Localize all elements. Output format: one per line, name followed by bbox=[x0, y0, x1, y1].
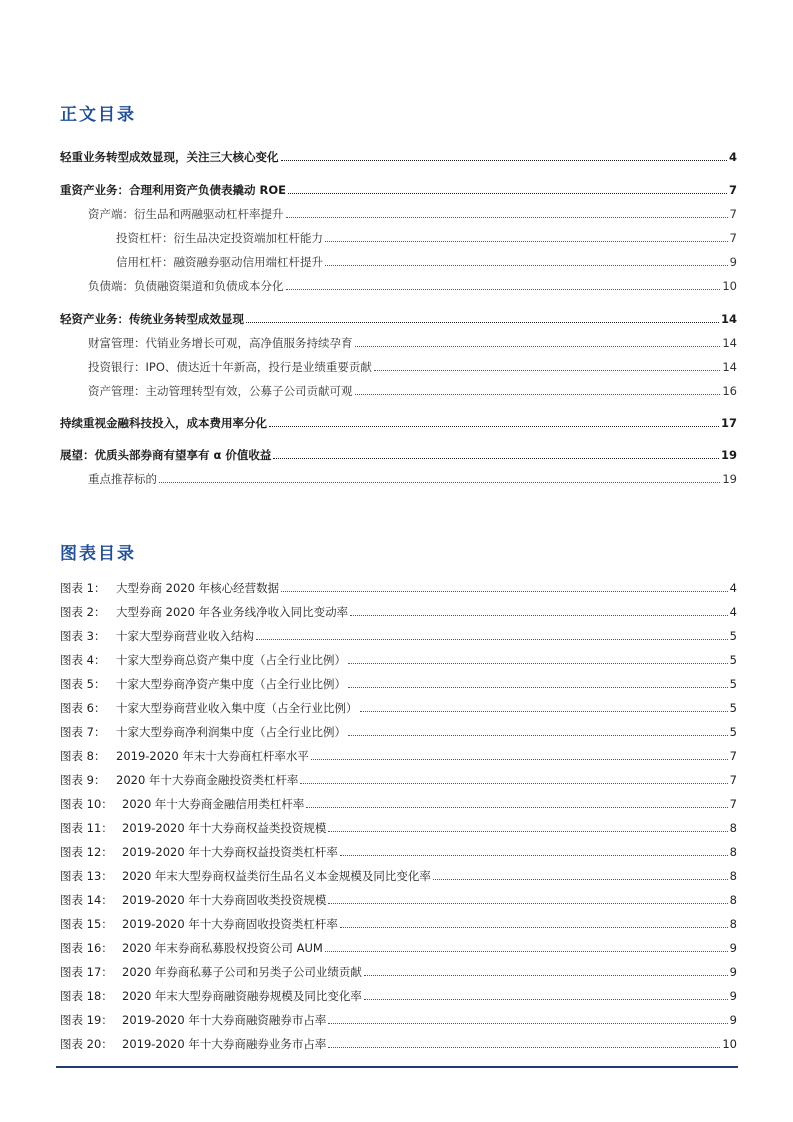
dot-leader bbox=[273, 458, 719, 459]
dot-leader bbox=[256, 639, 728, 640]
dot-leader bbox=[288, 193, 727, 194]
figure-entry[interactable] bbox=[60, 767, 737, 787]
toc-entry-page: 17 bbox=[720, 416, 737, 430]
figure-label: 2019-2020 年十大券商固收投资类杠杆率 bbox=[122, 917, 338, 931]
figure-number: 图表 12： bbox=[60, 845, 113, 859]
toc-entry-label: 轻重业务转型成效显现，关注三大核心变化 bbox=[60, 150, 279, 164]
figure-page: 5 bbox=[729, 629, 737, 643]
dot-leader bbox=[311, 759, 728, 760]
figure-label: 2020 年券商私募子公司和另类子公司业绩贡献 bbox=[122, 965, 362, 979]
figure-page: 8 bbox=[729, 893, 737, 907]
toc-entry-page: 7 bbox=[728, 183, 737, 197]
toc-entry[interactable] bbox=[88, 273, 737, 293]
figure-entry[interactable] bbox=[60, 1031, 737, 1051]
figure-entry[interactable] bbox=[60, 623, 737, 643]
toc-entry-label: 持续重视金融科技投入，成本费用率分化 bbox=[60, 416, 267, 430]
figure-entry[interactable] bbox=[60, 863, 737, 883]
toc-entry-page: 7 bbox=[729, 231, 737, 245]
toc-entry-page: 14 bbox=[722, 336, 737, 350]
toc-entry[interactable] bbox=[116, 225, 737, 245]
figure-number: 图表 8： bbox=[60, 749, 106, 763]
figure-number: 图表 18： bbox=[60, 989, 113, 1003]
figure-label: 2019-2020 年十大券商固收类投资规模 bbox=[122, 893, 327, 907]
figure-entry[interactable] bbox=[60, 839, 737, 859]
figure-number: 图表 16： bbox=[60, 941, 113, 955]
dot-leader bbox=[355, 346, 721, 347]
figure-number: 图表 1： bbox=[60, 581, 106, 595]
toc-entry-page: 19 bbox=[722, 472, 737, 486]
dot-leader bbox=[328, 1047, 720, 1048]
figure-entry[interactable] bbox=[60, 647, 737, 667]
figure-page: 9 bbox=[729, 1013, 737, 1027]
figure-number: 图表 7： bbox=[60, 725, 106, 739]
figure-number: 图表 20： bbox=[60, 1037, 113, 1051]
figure-page: 9 bbox=[729, 989, 737, 1003]
toc-entry[interactable] bbox=[88, 330, 737, 350]
figure-entry[interactable] bbox=[60, 983, 737, 1003]
figure-entry[interactable] bbox=[60, 887, 737, 907]
figure-entry[interactable] bbox=[60, 815, 737, 835]
figure-label: 大型券商 2020 年核心经营数据 bbox=[116, 581, 280, 595]
figure-label: 大型券商 2020 年各业务线净收入同比变动率 bbox=[116, 605, 349, 619]
footer-divider bbox=[56, 1066, 738, 1068]
toc-entry[interactable] bbox=[60, 442, 737, 462]
figure-entry[interactable] bbox=[60, 695, 737, 715]
toc-entry-label: 资产端：衍生品和两融驱动杠杆率提升 bbox=[88, 207, 284, 221]
toc-entry-page: 7 bbox=[729, 207, 737, 221]
figure-page: 4 bbox=[729, 605, 737, 619]
figure-page: 10 bbox=[722, 1037, 737, 1051]
figure-number: 图表 11： bbox=[60, 821, 113, 835]
figure-label: 2020 年十大券商金融投资类杠杆率 bbox=[116, 773, 299, 787]
figure-label: 十家大型券商净资产集中度（占全行业比例） bbox=[116, 677, 346, 691]
dot-leader bbox=[340, 855, 728, 856]
dot-leader bbox=[348, 663, 728, 664]
figure-page: 8 bbox=[729, 917, 737, 931]
dot-leader bbox=[286, 217, 728, 218]
figure-number: 图表 15： bbox=[60, 917, 113, 931]
figure-label: 2020 年末大型券商融资融券规模及同比变化率 bbox=[122, 989, 362, 1003]
toc-entry-label: 轻资产业务：传统业务转型成效显现 bbox=[60, 312, 244, 326]
figure-entry[interactable] bbox=[60, 959, 737, 979]
toc-entry-label: 投资银行：IPO、债达近十年新高，投行是业绩重要贡献 bbox=[88, 360, 372, 374]
dot-leader bbox=[269, 426, 719, 427]
dot-leader bbox=[306, 807, 727, 808]
figure-number: 图表 14： bbox=[60, 893, 113, 907]
figure-label: 十家大型券商净利润集中度（占全行业比例） bbox=[116, 725, 346, 739]
dot-leader bbox=[340, 927, 728, 928]
dot-leader bbox=[281, 591, 728, 592]
toc-entry[interactable] bbox=[60, 306, 737, 326]
toc-entry-page: 4 bbox=[728, 150, 737, 164]
toc-entry[interactable] bbox=[88, 201, 737, 221]
dot-leader bbox=[325, 265, 728, 266]
toc-entry-label: 资产管理：主动管理转型有效，公募子公司贡献可观 bbox=[88, 384, 353, 398]
figure-entry[interactable] bbox=[60, 911, 737, 931]
toc-entry[interactable] bbox=[60, 177, 737, 197]
figure-label: 2019-2020 年十大券商权益投资类杠杆率 bbox=[122, 845, 338, 859]
toc-entry[interactable] bbox=[116, 249, 737, 269]
figure-page: 5 bbox=[729, 701, 737, 715]
figure-label: 2020 年末大型券商权益类衍生品名义本金规模及同比变化率 bbox=[122, 869, 431, 883]
dot-leader bbox=[433, 879, 728, 880]
dot-leader bbox=[281, 160, 727, 161]
dot-leader bbox=[246, 322, 719, 323]
figure-page: 5 bbox=[729, 677, 737, 691]
toc-entry-label: 财富管理：代销业务增长可观，高净值服务持续孕育 bbox=[88, 336, 353, 350]
figure-number: 图表 13： bbox=[60, 869, 113, 883]
dot-leader bbox=[374, 370, 720, 371]
figure-number: 图表 19： bbox=[60, 1013, 113, 1027]
figures-title: 图表目录 bbox=[60, 544, 136, 564]
toc-entry[interactable] bbox=[60, 144, 737, 164]
dot-leader bbox=[300, 783, 727, 784]
figure-label: 2020 年末券商私募股权投资公司 AUM bbox=[122, 941, 323, 955]
figure-page: 8 bbox=[729, 821, 737, 835]
toc-entry-page: 10 bbox=[722, 279, 737, 293]
toc-entry-label: 信用杠杆：融资融券驱动信用端杠杆提升 bbox=[116, 255, 323, 269]
figure-entry[interactable] bbox=[60, 719, 737, 739]
toc-entry[interactable] bbox=[88, 378, 737, 398]
dot-leader bbox=[364, 975, 728, 976]
dot-leader bbox=[360, 711, 728, 712]
toc-entry-page: 16 bbox=[722, 384, 737, 398]
figure-entry[interactable] bbox=[60, 575, 737, 595]
figure-number: 图表 9： bbox=[60, 773, 106, 787]
toc-entry-label: 负债端：负债融资渠道和负债成本分化 bbox=[88, 279, 284, 293]
figure-number: 图表 3： bbox=[60, 629, 106, 643]
figure-label: 2020 年十大券商金融信用类杠杆率 bbox=[122, 797, 305, 811]
figure-page: 7 bbox=[729, 749, 737, 763]
dot-leader bbox=[355, 394, 721, 395]
toc-entry-page: 19 bbox=[720, 448, 737, 462]
toc-entry[interactable] bbox=[60, 410, 737, 430]
figure-page: 5 bbox=[729, 725, 737, 739]
dot-leader bbox=[348, 735, 728, 736]
toc-entry-page: 9 bbox=[729, 255, 737, 269]
toc-title: 正文目录 bbox=[60, 105, 136, 125]
figure-page: 4 bbox=[729, 581, 737, 595]
figure-label: 十家大型券商总资产集中度（占全行业比例） bbox=[116, 653, 346, 667]
dot-leader bbox=[325, 241, 728, 242]
dot-leader bbox=[328, 903, 727, 904]
toc-entry[interactable] bbox=[88, 466, 737, 486]
figure-number: 图表 6： bbox=[60, 701, 106, 715]
toc-entry-page: 14 bbox=[720, 312, 737, 326]
figure-entry[interactable] bbox=[60, 743, 737, 763]
figure-number: 图表 2： bbox=[60, 605, 106, 619]
figure-entry[interactable] bbox=[60, 791, 737, 811]
figure-entry[interactable] bbox=[60, 1007, 737, 1027]
toc-entry-page: 14 bbox=[722, 360, 737, 374]
dot-leader bbox=[328, 831, 727, 832]
figure-page: 5 bbox=[729, 653, 737, 667]
dot-leader bbox=[364, 999, 728, 1000]
figure-number: 图表 17： bbox=[60, 965, 113, 979]
figure-number: 图表 4： bbox=[60, 653, 106, 667]
figure-page: 8 bbox=[729, 845, 737, 859]
figure-page: 8 bbox=[729, 869, 737, 883]
dot-leader bbox=[348, 687, 728, 688]
figure-label: 十家大型券商营业收入结构 bbox=[116, 629, 254, 643]
figure-entry[interactable] bbox=[60, 671, 737, 691]
figure-page: 7 bbox=[729, 773, 737, 787]
figure-label: 2019-2020 年十大券商权益类投资规模 bbox=[122, 821, 327, 835]
toc-entry-label: 重点推荐标的 bbox=[88, 472, 157, 486]
figure-entry[interactable] bbox=[60, 935, 737, 955]
figure-entry[interactable] bbox=[60, 599, 737, 619]
dot-leader bbox=[325, 951, 728, 952]
figure-page: 7 bbox=[729, 797, 737, 811]
toc-entry-label: 重资产业务：合理利用资产负债表撬动 ROE bbox=[60, 183, 286, 197]
figure-label: 十家大型券商营业收入集中度（占全行业比例） bbox=[116, 701, 358, 715]
dot-leader bbox=[328, 1023, 727, 1024]
toc-entry[interactable] bbox=[88, 354, 737, 374]
toc-entry-label: 展望：优质头部券商有望享有 α 价值收益 bbox=[60, 448, 272, 462]
figure-label: 2019-2020 年末十大券商杠杆率水平 bbox=[116, 749, 309, 763]
figure-page: 9 bbox=[729, 965, 737, 979]
figure-number: 图表 10： bbox=[60, 797, 113, 811]
figure-label: 2019-2020 年十大券商融资融券市占率 bbox=[122, 1013, 327, 1027]
figure-number: 图表 5： bbox=[60, 677, 106, 691]
dot-leader bbox=[159, 482, 720, 483]
dot-leader bbox=[350, 615, 728, 616]
figure-page: 9 bbox=[729, 941, 737, 955]
figure-label: 2019-2020 年十大券商融券业务市占率 bbox=[122, 1037, 327, 1051]
toc-entry-label: 投资杠杆：衍生品决定投资端加杠杆能力 bbox=[116, 231, 323, 245]
dot-leader bbox=[286, 289, 721, 290]
